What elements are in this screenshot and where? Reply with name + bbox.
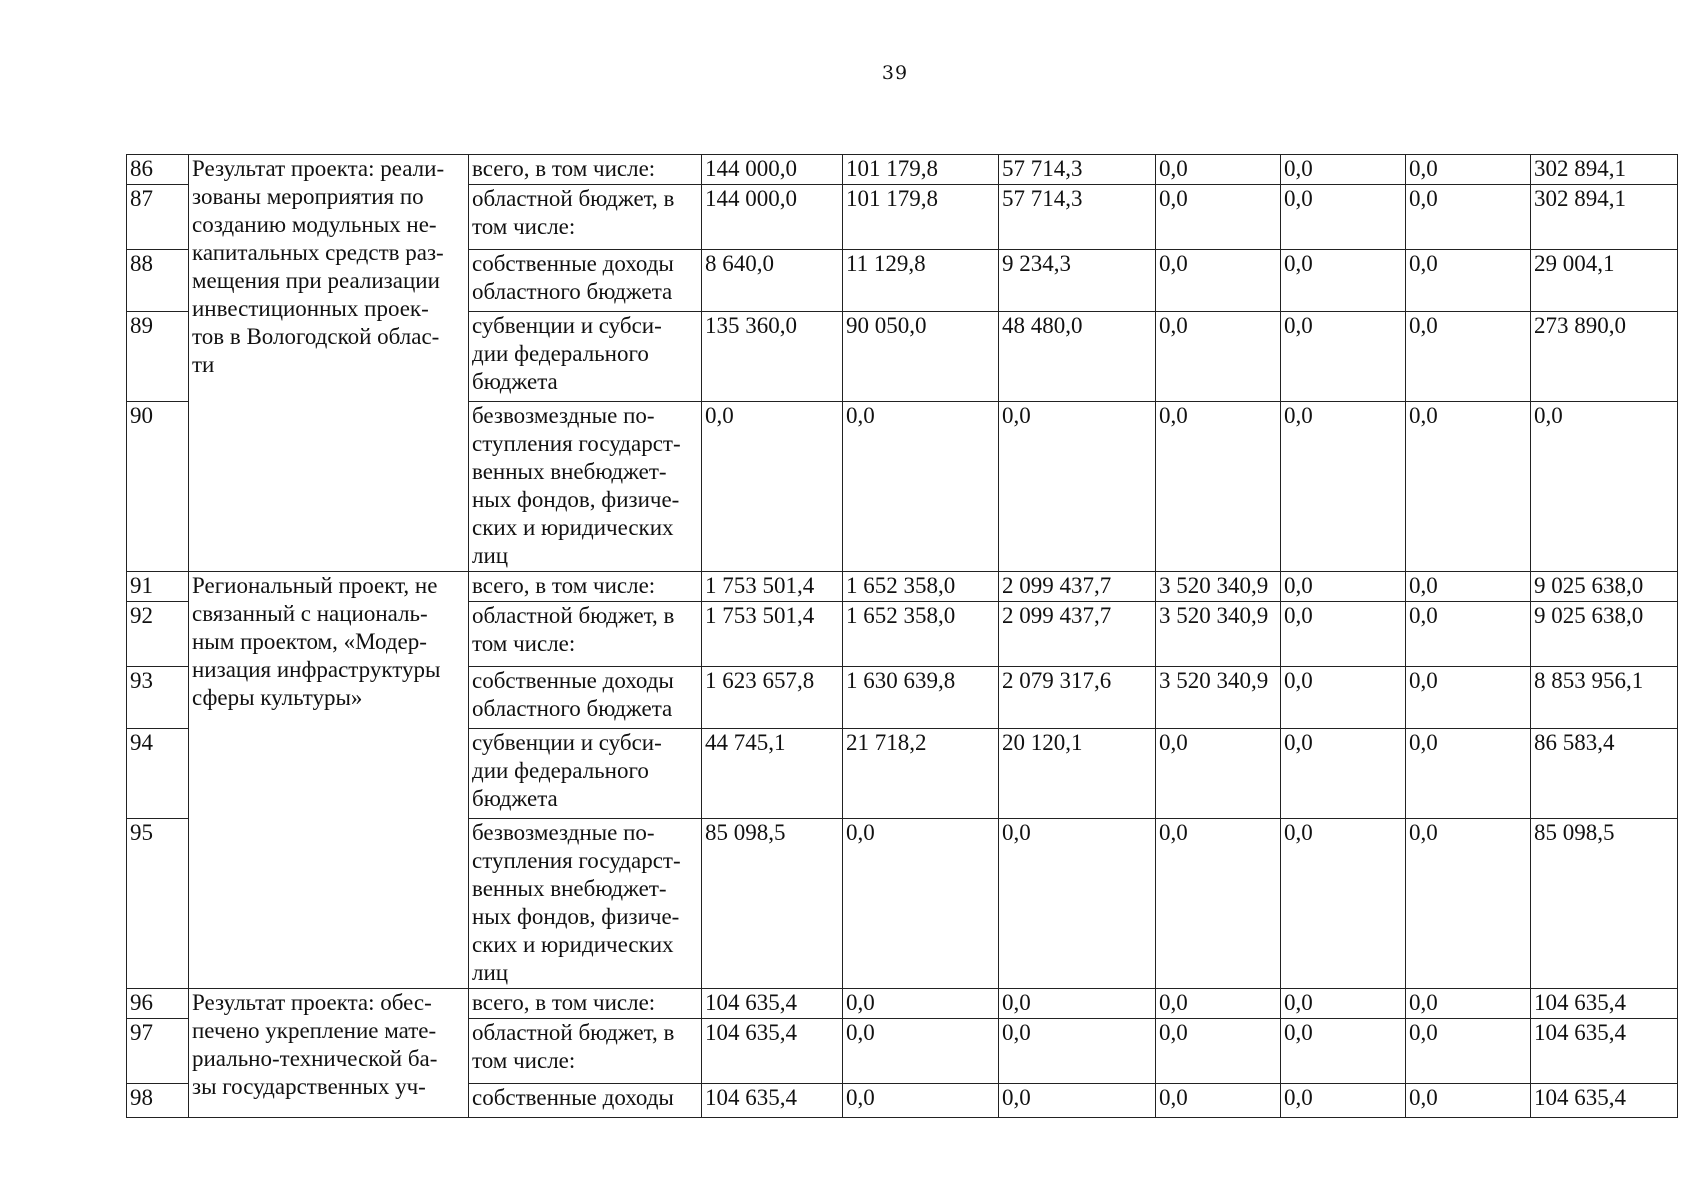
table-row: [127, 989, 1678, 1019]
value-cell: 104 635,4: [702, 1019, 843, 1084]
row-number: 91: [127, 572, 189, 602]
value-cell: 0,0: [1406, 250, 1531, 312]
value-cell: 0,0: [999, 402, 1156, 572]
row-number: 89: [127, 312, 189, 402]
row-number: 92: [127, 602, 189, 667]
value-cell: 0,0: [1281, 602, 1406, 667]
value-cell: 0,0: [1406, 155, 1531, 185]
value-cell: 0,0: [702, 402, 843, 572]
value-cell: 0,0: [999, 989, 1156, 1019]
value-cell: 101 179,8: [843, 155, 999, 185]
value-cell: 0,0: [1281, 729, 1406, 819]
value-cell: 0,0: [1406, 1019, 1531, 1084]
page-number: 39: [881, 62, 909, 84]
value-cell: 0,0: [1406, 819, 1531, 989]
funding-source: областной бюджет, в том числе:: [469, 602, 702, 667]
value-cell: 0,0: [843, 989, 999, 1019]
value-cell: 0,0: [1156, 402, 1281, 572]
value-cell: 0,0: [1281, 155, 1406, 185]
row-number: 87: [127, 185, 189, 250]
row-number: 97: [127, 1019, 189, 1084]
value-cell: 0,0: [1156, 819, 1281, 989]
funding-source: субвенции и субси- дии федерального бюджета: [469, 729, 702, 819]
row-number: 94: [127, 729, 189, 819]
value-cell: 0,0: [1281, 989, 1406, 1019]
value-cell: 0,0: [1406, 312, 1531, 402]
value-cell: 20 120,1: [999, 729, 1156, 819]
funding-source: областной бюджет, в том числе:: [469, 185, 702, 250]
value-cell: 3 520 340,9: [1156, 572, 1281, 602]
value-cell: 1 753 501,4: [702, 572, 843, 602]
value-cell: 0,0: [843, 1019, 999, 1084]
total-cell: 8 853 956,1: [1531, 667, 1678, 729]
value-cell: 0,0: [1156, 729, 1281, 819]
value-cell: 11 129,8: [843, 250, 999, 312]
value-cell: 0,0: [1281, 1019, 1406, 1084]
value-cell: 57 714,3: [999, 155, 1156, 185]
budget-table: [126, 154, 1678, 1118]
value-cell: 57 714,3: [999, 185, 1156, 250]
value-cell: 48 480,0: [999, 312, 1156, 402]
row-number: 95: [127, 819, 189, 989]
total-cell: 104 635,4: [1531, 1084, 1678, 1118]
row-number: 96: [127, 989, 189, 1019]
value-cell: 0,0: [1156, 312, 1281, 402]
section-title: Результат проекта: обес- печено укрепление мате- риально-технической ба- зы государственных уч-: [189, 989, 469, 1118]
row-number: 86: [127, 155, 189, 185]
funding-source: всего, в том числе:: [469, 572, 702, 602]
total-cell: 302 894,1: [1531, 185, 1678, 250]
value-cell: 104 635,4: [702, 989, 843, 1019]
total-cell: 104 635,4: [1531, 989, 1678, 1019]
value-cell: 3 520 340,9: [1156, 602, 1281, 667]
value-cell: 0,0: [999, 819, 1156, 989]
funding-source: всего, в том числе:: [469, 989, 702, 1019]
value-cell: 0,0: [1281, 185, 1406, 250]
funding-source: областной бюджет, в том числе:: [469, 1019, 702, 1084]
total-cell: 0,0: [1531, 402, 1678, 572]
value-cell: 9 234,3: [999, 250, 1156, 312]
value-cell: 144 000,0: [702, 155, 843, 185]
value-cell: 90 050,0: [843, 312, 999, 402]
funding-source: субвенции и субси- дии федерального бюджета: [469, 312, 702, 402]
total-cell: 273 890,0: [1531, 312, 1678, 402]
value-cell: 0,0: [1281, 819, 1406, 989]
value-cell: 0,0: [999, 1084, 1156, 1118]
row-number: 88: [127, 250, 189, 312]
value-cell: 135 360,0: [702, 312, 843, 402]
value-cell: 0,0: [1406, 989, 1531, 1019]
funding-source: безвозмездные по- ступления государст- венных внебюджет- ных фондов, физиче- ских и юридических лиц: [469, 819, 702, 989]
value-cell: 0,0: [1156, 155, 1281, 185]
value-cell: 0,0: [1281, 250, 1406, 312]
total-cell: 86 583,4: [1531, 729, 1678, 819]
value-cell: 0,0: [1406, 667, 1531, 729]
value-cell: 1 652 358,0: [843, 602, 999, 667]
value-cell: 0,0: [843, 819, 999, 989]
value-cell: 0,0: [1281, 402, 1406, 572]
funding-source: безвозмездные по- ступления государст- венных внебюджет- ных фондов, физиче- ских и юридических лиц: [469, 402, 702, 572]
value-cell: 144 000,0: [702, 185, 843, 250]
value-cell: 0,0: [1281, 1084, 1406, 1118]
total-cell: 85 098,5: [1531, 819, 1678, 989]
value-cell: 3 520 340,9: [1156, 667, 1281, 729]
value-cell: 2 099 437,7: [999, 602, 1156, 667]
total-cell: 9 025 638,0: [1531, 602, 1678, 667]
value-cell: 0,0: [1406, 402, 1531, 572]
funding-source: всего, в том числе:: [469, 155, 702, 185]
value-cell: 104 635,4: [702, 1084, 843, 1118]
section-title: Региональный проект, не связанный с националь- ным проектом, «Модер- низация инфраструктуры сферы культуры»: [189, 572, 469, 989]
total-cell: 302 894,1: [1531, 155, 1678, 185]
value-cell: 0,0: [1406, 572, 1531, 602]
table-row: [127, 572, 1678, 602]
value-cell: 0,0: [843, 402, 999, 572]
value-cell: 0,0: [1281, 667, 1406, 729]
value-cell: 0,0: [1156, 185, 1281, 250]
value-cell: 1 630 639,8: [843, 667, 999, 729]
value-cell: 0,0: [1406, 185, 1531, 250]
value-cell: 0,0: [1156, 250, 1281, 312]
value-cell: 0,0: [1406, 602, 1531, 667]
funding-source: собственные доходы областного бюджета: [469, 667, 702, 729]
value-cell: 1 753 501,4: [702, 602, 843, 667]
funding-source: собственные доходы областного бюджета: [469, 250, 702, 312]
table-row: [127, 155, 1678, 185]
value-cell: 1 623 657,8: [702, 667, 843, 729]
value-cell: 0,0: [1281, 572, 1406, 602]
value-cell: 0,0: [1406, 729, 1531, 819]
value-cell: 21 718,2: [843, 729, 999, 819]
value-cell: 0,0: [843, 1084, 999, 1118]
value-cell: 0,0: [1156, 1084, 1281, 1118]
value-cell: 1 652 358,0: [843, 572, 999, 602]
funding-source: собственные доходы: [469, 1084, 702, 1118]
value-cell: 0,0: [1156, 989, 1281, 1019]
value-cell: 8 640,0: [702, 250, 843, 312]
value-cell: 101 179,8: [843, 185, 999, 250]
row-number: 98: [127, 1084, 189, 1118]
value-cell: 0,0: [1156, 1019, 1281, 1084]
row-number: 93: [127, 667, 189, 729]
value-cell: 0,0: [1281, 312, 1406, 402]
value-cell: 44 745,1: [702, 729, 843, 819]
row-number: 90: [127, 402, 189, 572]
section-title: Результат проекта: реали- зованы мероприятия по созданию модульных не- капитальных средств раз- мещения при реализации инвестиционных проек- тов в Вологодской облас- ти: [189, 155, 469, 572]
total-cell: 104 635,4: [1531, 1019, 1678, 1084]
value-cell: 85 098,5: [702, 819, 843, 989]
total-cell: 9 025 638,0: [1531, 572, 1678, 602]
value-cell: 2 079 317,6: [999, 667, 1156, 729]
value-cell: 0,0: [999, 1019, 1156, 1084]
value-cell: 0,0: [1406, 1084, 1531, 1118]
value-cell: 2 099 437,7: [999, 572, 1156, 602]
total-cell: 29 004,1: [1531, 250, 1678, 312]
